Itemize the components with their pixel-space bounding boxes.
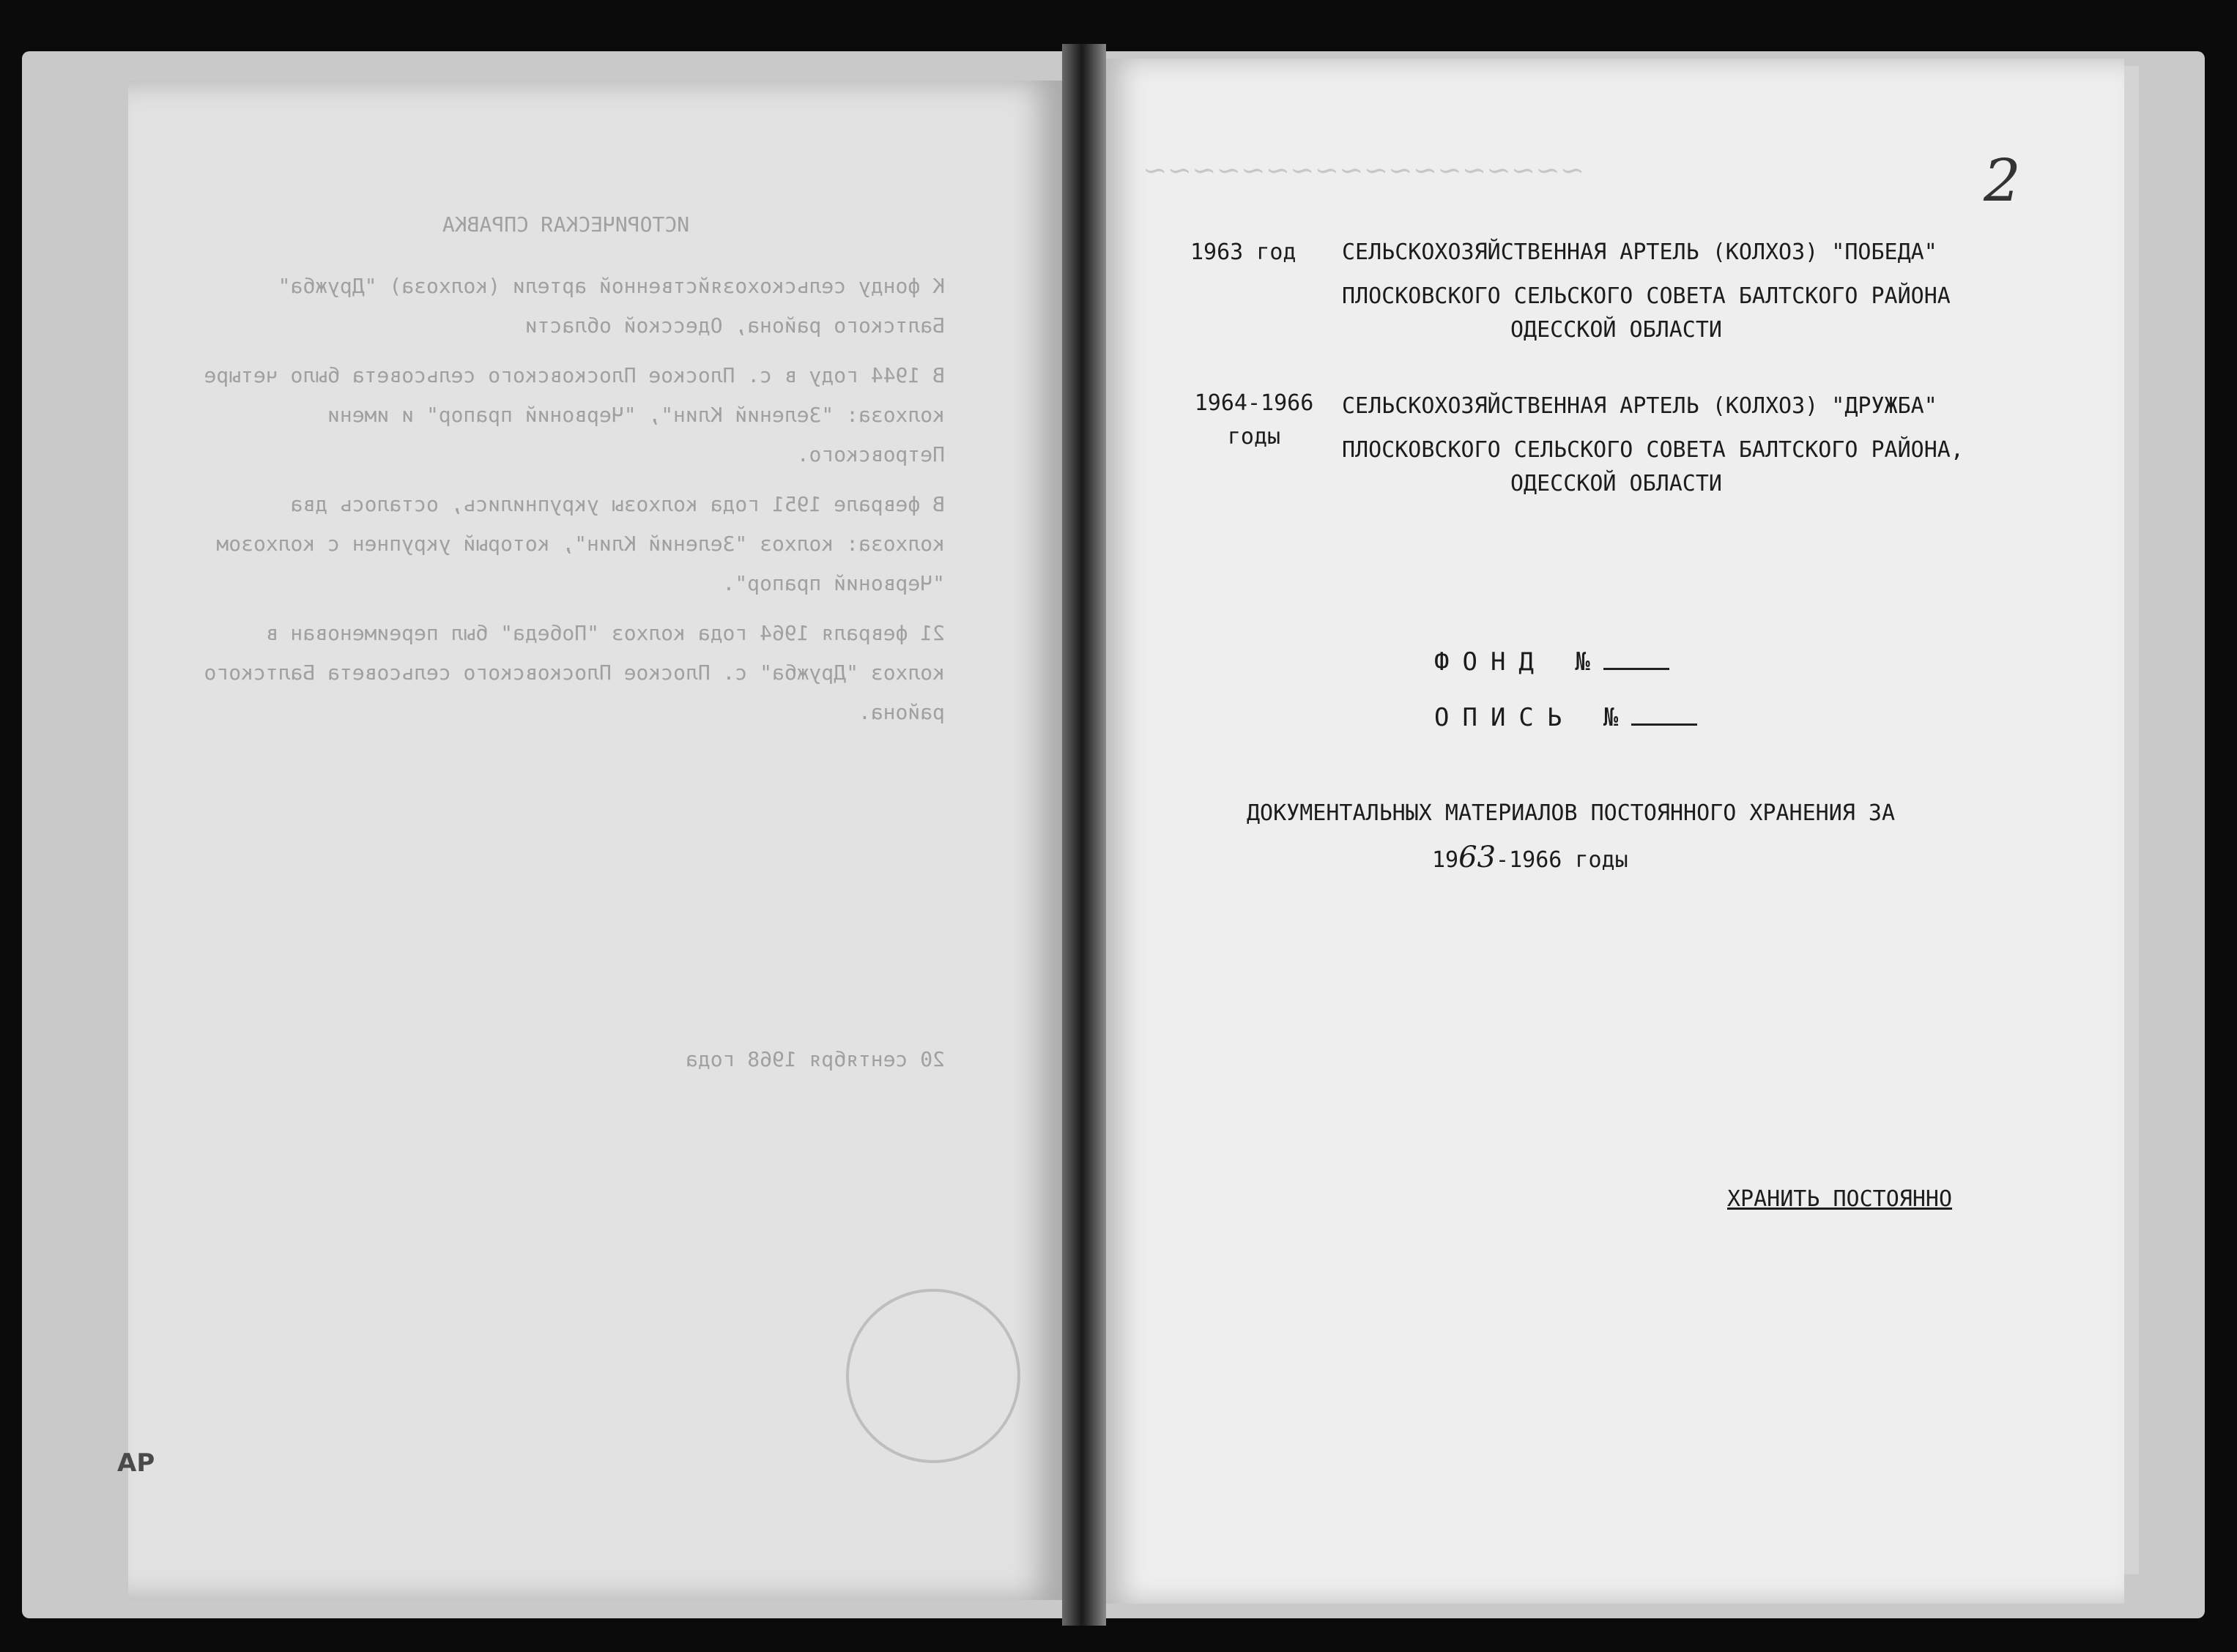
entry-line: СЕЛЬСКОХОЗЯЙСТВЕННАЯ АРТЕЛЬ (КОЛХОЗ) "ДРУЖБА" — [1342, 393, 1937, 419]
mirrored-heading: ИСТОРИЧЕСКАЯ СПРАВКА — [442, 212, 690, 237]
ghost-handwriting: ∽∽∽∽∽∽∽∽∽∽∽∽∽∽∽∽∽∽ — [1143, 154, 1585, 187]
entry-year-range: 1964-1966 — [1194, 390, 1314, 416]
mirrored-paragraph: В 1944 году в с. Плоское Плосковского сельсовета было четыре колхоза: "Зелений Клин", "Червоний прапор" и имени Петровского. — [204, 363, 945, 466]
opis-field — [1434, 702, 1697, 732]
entry-organization — [1342, 390, 1964, 501]
entry-line: СЕЛЬСКОХОЗЯЙСТВЕННАЯ АРТЕЛЬ (КОЛХОЗ) "ПОБЕДА" — [1342, 239, 1937, 265]
years-handwritten: 63 — [1458, 841, 1496, 874]
entry-line: ОДЕССКОЙ ОБЛАСТИ — [1510, 317, 1722, 343]
mirrored-paragraph: 21 февраля 1964 года колхоз "Победа" был переименован в колхоз "Дружба" с. Плоское Плосковского сельсовета Балтского района. — [204, 621, 945, 724]
keep-permanently-note: ХРАНИТЬ ПОСТОЯННО — [1727, 1186, 1953, 1212]
entry-organization — [1342, 236, 1951, 347]
entry-line: ОДЕССКОЙ ОБЛАСТИ — [1510, 471, 1722, 496]
opis-label: ОПИСЬ № — [1434, 703, 1632, 732]
fond-field — [1434, 646, 1669, 677]
entry-line: ПЛОСКОВСКОГО СЕЛЬСКОГО СОВЕТА БАЛТСКОГО РАЙОНА, — [1342, 437, 1964, 463]
entry-year: 1963 год — [1190, 239, 1296, 265]
entry-line: ПЛОСКОВСКОГО СЕЛЬСКОГО СОВЕТА БАЛТСКОГО РАЙОНА — [1342, 283, 1951, 309]
archive-corner-label: АР — [117, 1448, 155, 1478]
faded-round-stamp — [846, 1289, 1020, 1463]
page-number: 2 — [1984, 146, 2021, 215]
materials-years — [1432, 841, 1628, 877]
entry-year — [1188, 387, 1320, 454]
materials-title: ДОКУМЕНТАЛЬНЫХ МАТЕРИАЛОВ ПОСТОЯННОГО ХРАНЕНИЯ ЗА — [1247, 800, 1896, 826]
years-suffix: -1966 годы — [1496, 847, 1628, 873]
fond-label: ФОНД № — [1434, 647, 1603, 677]
years-prefix: 19 — [1432, 847, 1459, 873]
book-spine — [1062, 44, 1106, 1626]
mirrored-paragraph: В феврале 1951 года колхозы укрупнились, осталось два колхоза: колхоз "Зелений Клин", который укрупнен с колхозом "Червоний прапор". — [216, 492, 945, 595]
mirrored-date: 20 сентября 1968 года — [685, 1047, 945, 1071]
mirrored-paragraph: К фонду сельскохозяйственной артели (колхоза) "Дружба" Балтского района, Одесской области — [278, 274, 945, 338]
opis-blank — [1631, 702, 1697, 726]
entry-year-suffix: годы — [1227, 424, 1281, 450]
fond-blank — [1603, 646, 1669, 670]
